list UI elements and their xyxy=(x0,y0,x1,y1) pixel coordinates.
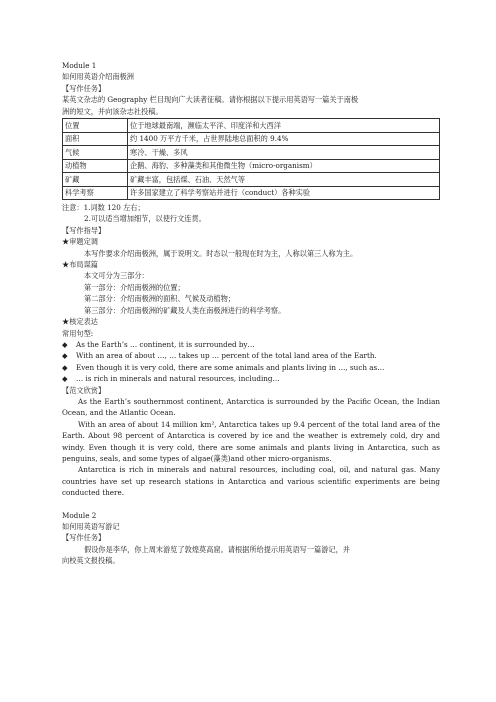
sentence-item xyxy=(62,373,440,384)
table-value: 矿藏丰富，包括煤、石油、天然气等 xyxy=(128,173,440,187)
expr-heading: ★核定表达 xyxy=(62,317,98,327)
sample-paragraph-2: With an area of about 14 million km², Antarctica takes up 9.4 percent of the total land area of the Earth. About 98 percent of Antarctica is covered by ice and the weather is extremely cold, dry and windy. Even though it is very cold, there are some animals and plants living in Antarctica, such as penguins, seals, and some types of algae(藻类)and other micro-organisms. xyxy=(62,419,440,463)
layout-heading: ★布局谋篇 xyxy=(62,260,98,270)
note-2: 2.可以适当增加细节，以使行文连贯。 xyxy=(84,214,206,224)
table-key: 动植物 xyxy=(63,159,128,173)
review-heading: ★审题定调 xyxy=(62,237,98,247)
table-key: 气候 xyxy=(63,146,128,160)
sentence-text: As the Earth’s … continent, it is surrounded by… xyxy=(76,339,255,349)
sentence-item xyxy=(62,339,440,350)
sample-paragraph-1: As the Earth’s southernmost continent, Antarctica is surrounded by the Pacific Ocean, the Indian Ocean, and the Atlantic Ocean. xyxy=(62,396,440,418)
sentence-text: Even though it is very cold, there are some animals and plants living in …, such as… xyxy=(76,362,385,372)
sentence-text: With an area of about …, … takes up … percent of the total land area of the Earth. xyxy=(76,351,377,361)
sample-heading: 【范文欣赏】 xyxy=(62,385,106,395)
table-value: 寒冷、干燥、多风 xyxy=(128,146,440,160)
layout-intro: 本文可分为三部分： xyxy=(84,271,149,281)
sample-paragraph-3: Antarctica is rich in minerals and natural resources, including coal, oil, and natural gas. Many countries have set up research stations in Antarctica and various scientific experiments are being conducted there. xyxy=(62,465,440,498)
layout-part-1: 第一部分：介绍南极洲的位置； xyxy=(84,282,185,292)
sentences-heading: 常用句型: xyxy=(62,328,94,338)
table-row xyxy=(63,173,440,187)
module1-title: Module 1 xyxy=(62,61,97,70)
guide-heading: 【写作指导】 xyxy=(62,225,106,235)
table-row xyxy=(63,132,440,146)
table-key: 科学考察 xyxy=(63,186,128,200)
diamond-bullet-icon: ◆ xyxy=(62,362,68,372)
diamond-bullet-icon: ◆ xyxy=(62,339,68,349)
table-value: 许多国家建立了科学考察站并进行（conduct）各种实验 xyxy=(128,186,440,200)
sentence-item xyxy=(62,350,440,361)
module1-subtitle: 如何用英语介绍南极洲 xyxy=(62,72,134,82)
layout-part-3: 第三部分：介绍南极洲的矿藏及人类在南极洲进行的科学考察。 xyxy=(84,305,286,315)
table-row xyxy=(63,119,440,133)
task-heading: 【写作任务】 xyxy=(62,83,106,93)
table-row xyxy=(63,159,440,173)
layout-part-2: 第二部分：介绍南极洲的面积、气候及动植物； xyxy=(84,294,235,304)
sentence-item xyxy=(62,362,440,373)
table-row xyxy=(63,146,440,160)
table-key: 位置 xyxy=(63,119,128,133)
table-value: 约 1400 万平方千米，占世界陆地总面积的 9.4% xyxy=(128,132,440,146)
module2-title: Module 2 xyxy=(62,510,97,520)
review-text: 本写作要求介绍南极洲，属于说明文。时态以一般现在时为主，人称以第三人称为主。 xyxy=(84,248,358,258)
section-gap xyxy=(62,499,440,510)
module2-task-heading: 【写作任务】 xyxy=(62,533,106,543)
table-key: 矿藏 xyxy=(63,173,128,187)
module2-subtitle: 如何用英语写游记 xyxy=(62,522,120,531)
module2-task-line-2: 向校英文报投稿。 xyxy=(62,556,120,566)
diamond-bullet-icon: ◆ xyxy=(62,374,68,384)
document-page xyxy=(62,60,440,567)
diamond-bullet-icon: ◆ xyxy=(62,351,68,361)
task-line-1: 某英文杂志的 Geography 栏目现向广大读者征稿。请你根据以下提示用英语写一篇关于南极 xyxy=(62,95,359,105)
note-1: 注意：1.词数 120 左右； xyxy=(62,203,145,213)
sentence-text: … is rich in minerals and natural resources, including… xyxy=(76,374,280,384)
table-value: 企鹅、海豹、多种藻类和其他微生物（micro-organism） xyxy=(128,159,440,173)
table-row xyxy=(63,186,440,200)
info-table xyxy=(62,118,440,200)
module2-task-line-1: 假设你是李华，你上周末游览了敦煌莫高窟。请根据所给提示用英语写一篇游记，并 xyxy=(84,544,350,554)
task-line-2: 洲的短文，并向该杂志社投稿。 xyxy=(62,106,163,116)
table-value: 位于地球最南端，濒临太平洋、印度洋和大西洋 xyxy=(128,119,440,133)
table-key: 面积 xyxy=(63,132,128,146)
